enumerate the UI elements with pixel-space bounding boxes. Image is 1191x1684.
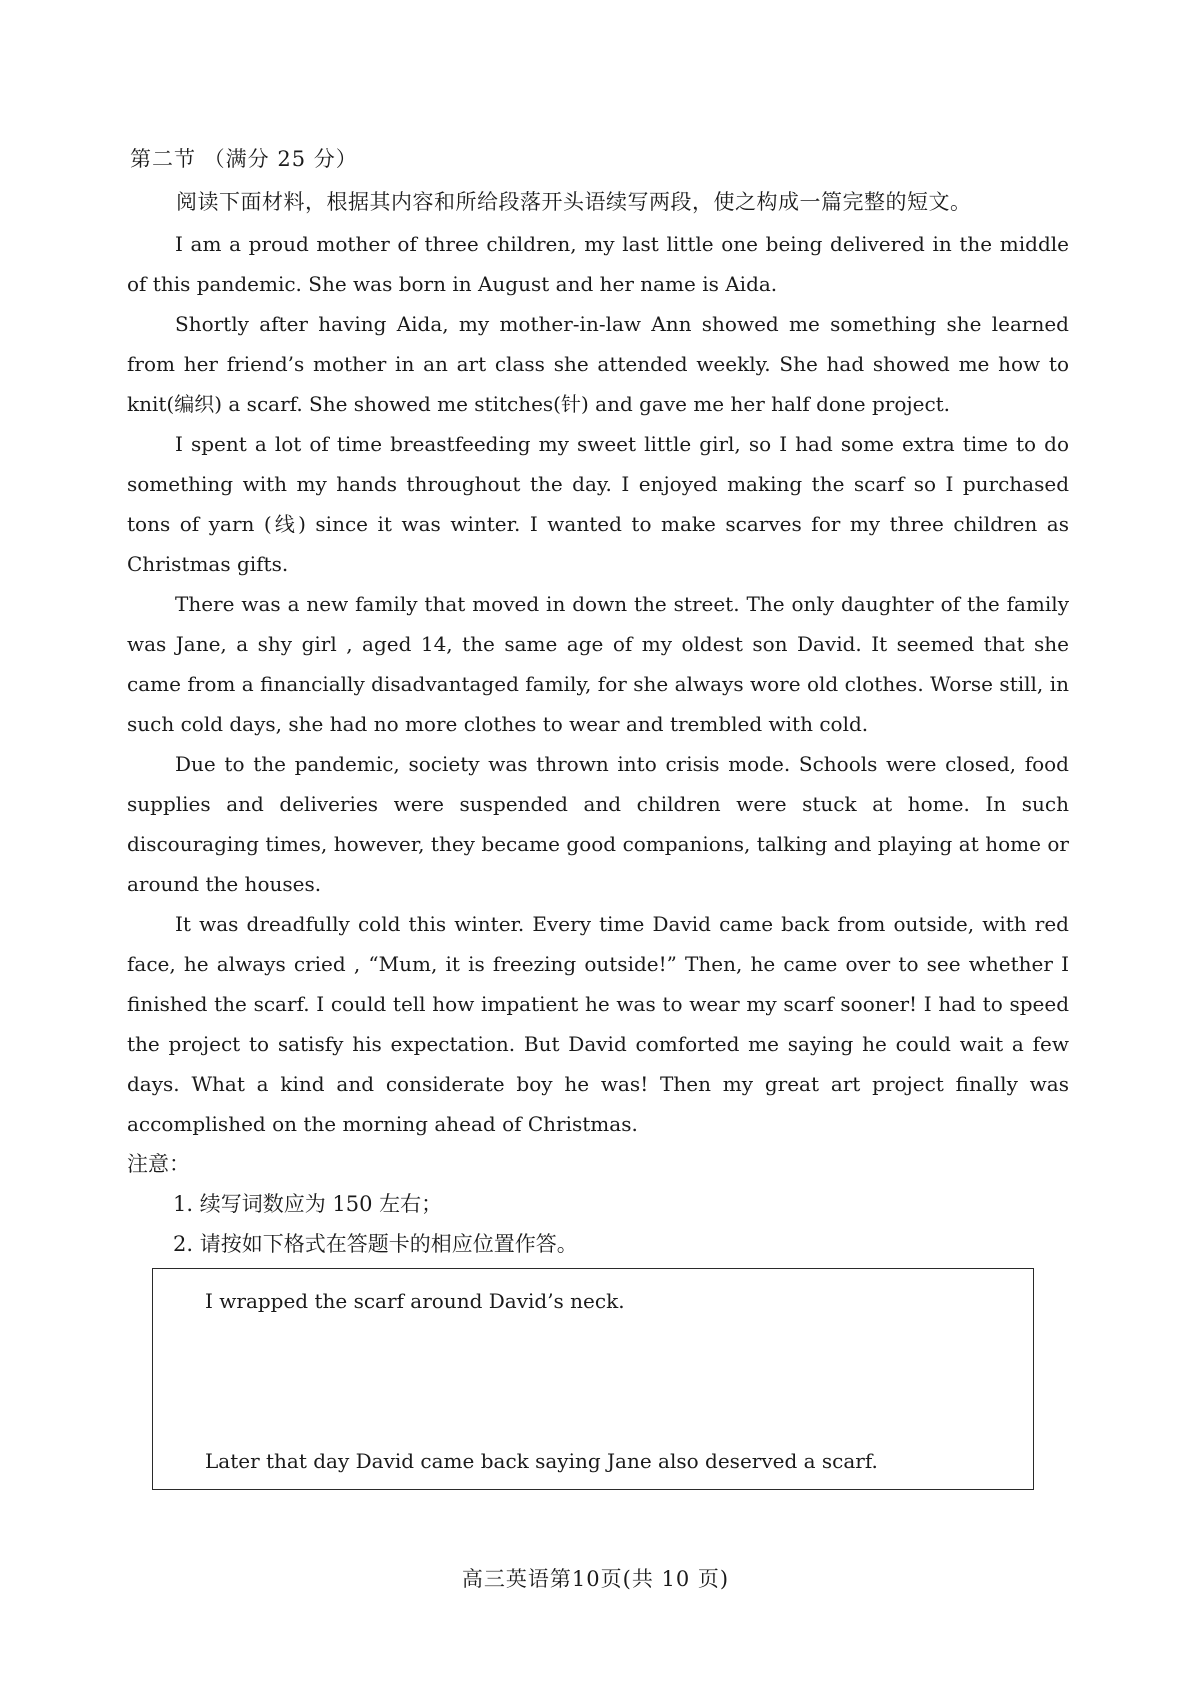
reading-passage [127, 224, 1069, 1144]
passage-paragraph: I am a proud mother of three children, my last little one being delivered in the middle of this pandemic. She was born in August and her name is Aida. [127, 232, 1069, 296]
paragraph-opening-1: I wrapped the scarf around David’s neck. [205, 1289, 625, 1313]
note-item-format: 2. 请按如下格式在答题卡的相应位置作答。 [173, 1232, 578, 1256]
passage-paragraph: It was dreadfully cold this winter. Every time David came back from outside, with red face, he always cried , “Mum, it is freezing outside!” Then, he came over to see whether I finished the scarf. I could tell how impatient he was to wear my scarf sooner! I had to speed the project to satisfy his expectation. But David comforted me saying he could wait a few days. What a kind and considerate boy he was! Then my great art project finally was accomplished on the morning ahead of Christmas. [127, 912, 1069, 1136]
notes-section [127, 1144, 578, 1264]
passage-paragraph: There was a new family that moved in down the street. The only daughter of the family was Jane, a shy girl , aged 14, the same age of my oldest son David. It seemed that she came from a financially disadvantaged family, for she always wore old clothes. Worse still, in such cold days, she had no more clothes to wear and trembled with cold. [127, 592, 1069, 736]
section-title: 第二节 （满分 25 分） [130, 147, 358, 171]
notes-heading: 注意： [127, 1152, 190, 1176]
paragraph-opening-2: Later that day David came back saying Jane also deserved a scarf. [205, 1449, 878, 1473]
note-item-word-count: 1. 续写词数应为 150 左右； [173, 1192, 443, 1216]
passage-paragraph: Due to the pandemic, society was thrown into crisis mode. Schools were closed, food supplies and deliveries were suspended and children were stuck at home. In such discouraging times, however, they became good companions, talking and playing at home or around the houses. [127, 752, 1069, 896]
answer-format-box [152, 1268, 1034, 1490]
page-footer: 高三英语第10页(共 10 页) [461, 1567, 730, 1591]
passage-paragraph: I spent a lot of time breastfeeding my sweet little girl, so I had some extra time to do something with my hands throughout the day. I enjoyed making the scarf so I purchased tons of yarn (线) since it was winter. I wanted to make scarves for my three children as Christmas gifts. [127, 432, 1069, 576]
section-instruction: 阅读下面材料，根据其内容和所给段落开头语续写两段，使之构成一篇完整的短文。 [176, 190, 972, 214]
passage-paragraph: Shortly after having Aida, my mother-in-law Ann showed me something she learned from her friend’s mother in an art class she attended weekly. She had showed me how to knit(编织) a scarf. She showed me stitches(针) and gave me her half done project. [127, 312, 1069, 416]
